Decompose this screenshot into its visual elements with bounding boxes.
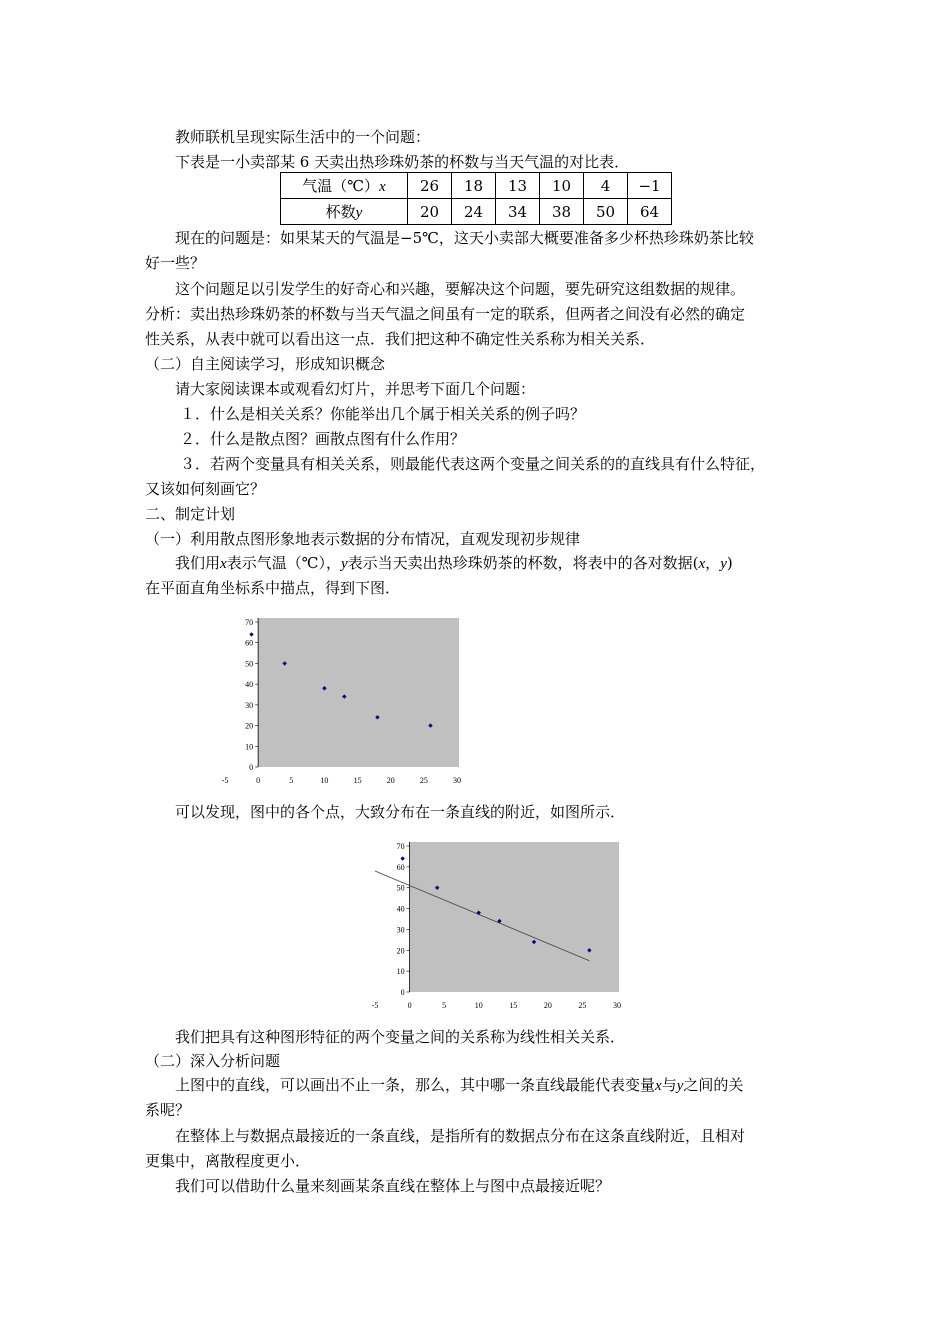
paragraph: 下表是一小卖部某 6 天卖出热珍珠奶茶的杯数与当天气温的对比表． bbox=[175, 153, 630, 171]
table-cell: −1 bbox=[628, 173, 672, 199]
plot-area bbox=[258, 618, 459, 767]
text-run: 我们用 bbox=[175, 554, 221, 572]
y-tick-label: 40 bbox=[245, 680, 254, 690]
x-tick-label: 20 bbox=[543, 1001, 552, 1010]
table-cell: 24 bbox=[452, 199, 496, 225]
y-tick-label: 20 bbox=[245, 721, 254, 731]
x-tick-label: 10 bbox=[320, 776, 329, 785]
table-cell: 20 bbox=[408, 199, 452, 225]
question-item: 又该如何刻画它？ bbox=[145, 480, 266, 498]
table-cell: 13 bbox=[496, 173, 540, 199]
y-tick-label: 50 bbox=[245, 659, 254, 669]
paragraph: 现在的问题是：如果某天的气温是−5℃，这天小卖部大概要准备多少杯热珍珠奶茶比较 bbox=[175, 229, 754, 247]
y-tick-label: 10 bbox=[396, 967, 405, 977]
y-tick-label: 50 bbox=[396, 883, 405, 893]
paragraph: 我们可以借助什么量来刻画某条直线在整体上与图中点最接近呢？ bbox=[175, 1177, 611, 1195]
text-run: 表示当天卖出热珍珠奶茶的杯数，将表中的各对数据( bbox=[347, 554, 699, 572]
section-heading: （二）深入分析问题 bbox=[145, 1052, 281, 1070]
x-tick-label: 0 bbox=[407, 1001, 412, 1010]
data-point bbox=[400, 856, 404, 860]
paragraph: 可以发现，图中的各个点，大致分布在一条直线的附近，如图所示． bbox=[175, 803, 626, 821]
y-tick-label: 20 bbox=[396, 946, 405, 956]
question-item: ２．什么是散点图？画散点图有什么作用？ bbox=[180, 430, 466, 448]
table-cell: 34 bbox=[496, 199, 540, 225]
variable-y: y bbox=[720, 556, 727, 572]
y-tick-label: 0 bbox=[249, 763, 254, 772]
text-run: ， bbox=[705, 554, 721, 572]
table-row bbox=[281, 199, 672, 225]
table-cell: 4 bbox=[584, 173, 628, 199]
table-cell: 18 bbox=[452, 173, 496, 199]
table-header-cell bbox=[281, 173, 408, 199]
x-tick-label: 25 bbox=[578, 1001, 587, 1010]
table-cell: 10 bbox=[540, 173, 584, 199]
variable-x: x bbox=[655, 1078, 662, 1094]
y-tick-label: 0 bbox=[400, 988, 405, 997]
row-variable: y bbox=[355, 205, 363, 221]
text-run: ) bbox=[726, 554, 733, 572]
row-label: 杯数 bbox=[325, 203, 356, 221]
variable-y: y bbox=[340, 556, 348, 572]
table-row bbox=[281, 173, 672, 199]
y-tick-label: 30 bbox=[245, 700, 254, 710]
paragraph: 系呢？ bbox=[145, 1101, 191, 1119]
x-tick-label: 20 bbox=[386, 776, 395, 785]
y-tick-label: 10 bbox=[245, 742, 254, 752]
section-heading: （一）利用散点图形象地表示数据的分布情况，直观发现初步规律 bbox=[145, 530, 581, 548]
paragraph: 分析：卖出热珍珠奶茶的杯数与当天气温之间虽有一定的联系，但两者之间没有必然的确定 bbox=[145, 305, 746, 323]
data-point bbox=[249, 632, 253, 636]
text-run: 表示气温（℃）， bbox=[226, 554, 341, 572]
y-tick-label: 60 bbox=[245, 638, 254, 648]
x-tick-label: 30 bbox=[453, 776, 461, 785]
x-tick-label: -5 bbox=[371, 1001, 379, 1010]
variable-y: y bbox=[676, 1078, 684, 1094]
section-heading: 二、制定计划 bbox=[145, 505, 236, 523]
paragraph: 这个问题足以引发学生的好奇心和兴趣，要解决这个问题，要先研究这组数据的规律。 bbox=[175, 280, 746, 298]
x-tick-label: 5 bbox=[289, 776, 294, 785]
paragraph: 我们把具有这种图形特征的两个变量之间的关系称为线性相关关系． bbox=[175, 1028, 626, 1046]
x-tick-label: 5 bbox=[442, 1001, 447, 1010]
scatter-chart-2 bbox=[365, 838, 625, 1018]
paragraph: 性关系，从表中就可以看出这一点．我们把这种不确定性关系称为相关关系． bbox=[145, 330, 656, 348]
x-tick-label: 25 bbox=[419, 776, 428, 785]
table-cell: 64 bbox=[628, 199, 672, 225]
scatter-plot-with-trendline-svg bbox=[365, 838, 625, 1018]
plot-area bbox=[410, 842, 619, 992]
y-tick-label: 70 bbox=[245, 618, 254, 627]
paragraph bbox=[175, 553, 733, 574]
section-heading: （二）自主阅读学习，形成知识概念 bbox=[145, 355, 386, 373]
y-tick-label: 40 bbox=[396, 904, 405, 914]
table-cell: 38 bbox=[540, 199, 584, 225]
y-tick-label: 30 bbox=[396, 925, 405, 935]
y-tick-label: 60 bbox=[396, 862, 405, 872]
text-run: 之间的关 bbox=[683, 1076, 744, 1094]
x-tick-label: 15 bbox=[353, 776, 362, 785]
question-item: ３．若两个变量具有相关关系，则最能代表这两个变量之间关系的的直线具有什么特征， bbox=[180, 455, 766, 473]
paragraph: 请大家阅读课本或观看幻灯片，并思考下面几个问题： bbox=[175, 380, 536, 398]
paragraph: 在平面直角坐标系中描点，得到下图． bbox=[145, 579, 401, 597]
variable-x: x bbox=[698, 556, 706, 572]
y-tick-label: 70 bbox=[396, 842, 405, 851]
scatter-chart-1 bbox=[215, 614, 475, 786]
table-cell: 26 bbox=[408, 173, 452, 199]
text-run: 上图中的直线，可以画出不止一条，那么，其中哪一条直线最能代表变量 bbox=[175, 1076, 656, 1094]
paragraph bbox=[175, 1075, 743, 1096]
text-run: 与 bbox=[661, 1076, 677, 1094]
x-tick-label: -5 bbox=[221, 776, 229, 785]
data-table bbox=[280, 172, 672, 225]
paragraph: 好一些？ bbox=[145, 254, 206, 272]
x-tick-label: 10 bbox=[474, 1001, 483, 1010]
paragraph: 更集中，离散程度更小． bbox=[145, 1152, 311, 1170]
table-header-cell bbox=[281, 199, 408, 225]
x-tick-label: 30 bbox=[613, 1001, 621, 1010]
x-tick-label: 0 bbox=[256, 776, 261, 785]
table-cell: 50 bbox=[584, 199, 628, 225]
paragraph: 教师联机呈现实际生活中的一个问题： bbox=[175, 128, 431, 146]
x-tick-label: 15 bbox=[509, 1001, 518, 1010]
paragraph: 在整体上与数据点最接近的一条直线，是指所有的数据点分布在这条直线附近，且相对 bbox=[175, 1127, 746, 1145]
variable-x: x bbox=[220, 556, 227, 572]
row-label: 气温（℃） bbox=[302, 177, 380, 195]
row-variable: x bbox=[379, 179, 386, 195]
question-item: １．什么是相关关系？你能举出几个属于相关关系的例子吗？ bbox=[180, 405, 586, 423]
scatter-plot-svg bbox=[215, 614, 475, 786]
